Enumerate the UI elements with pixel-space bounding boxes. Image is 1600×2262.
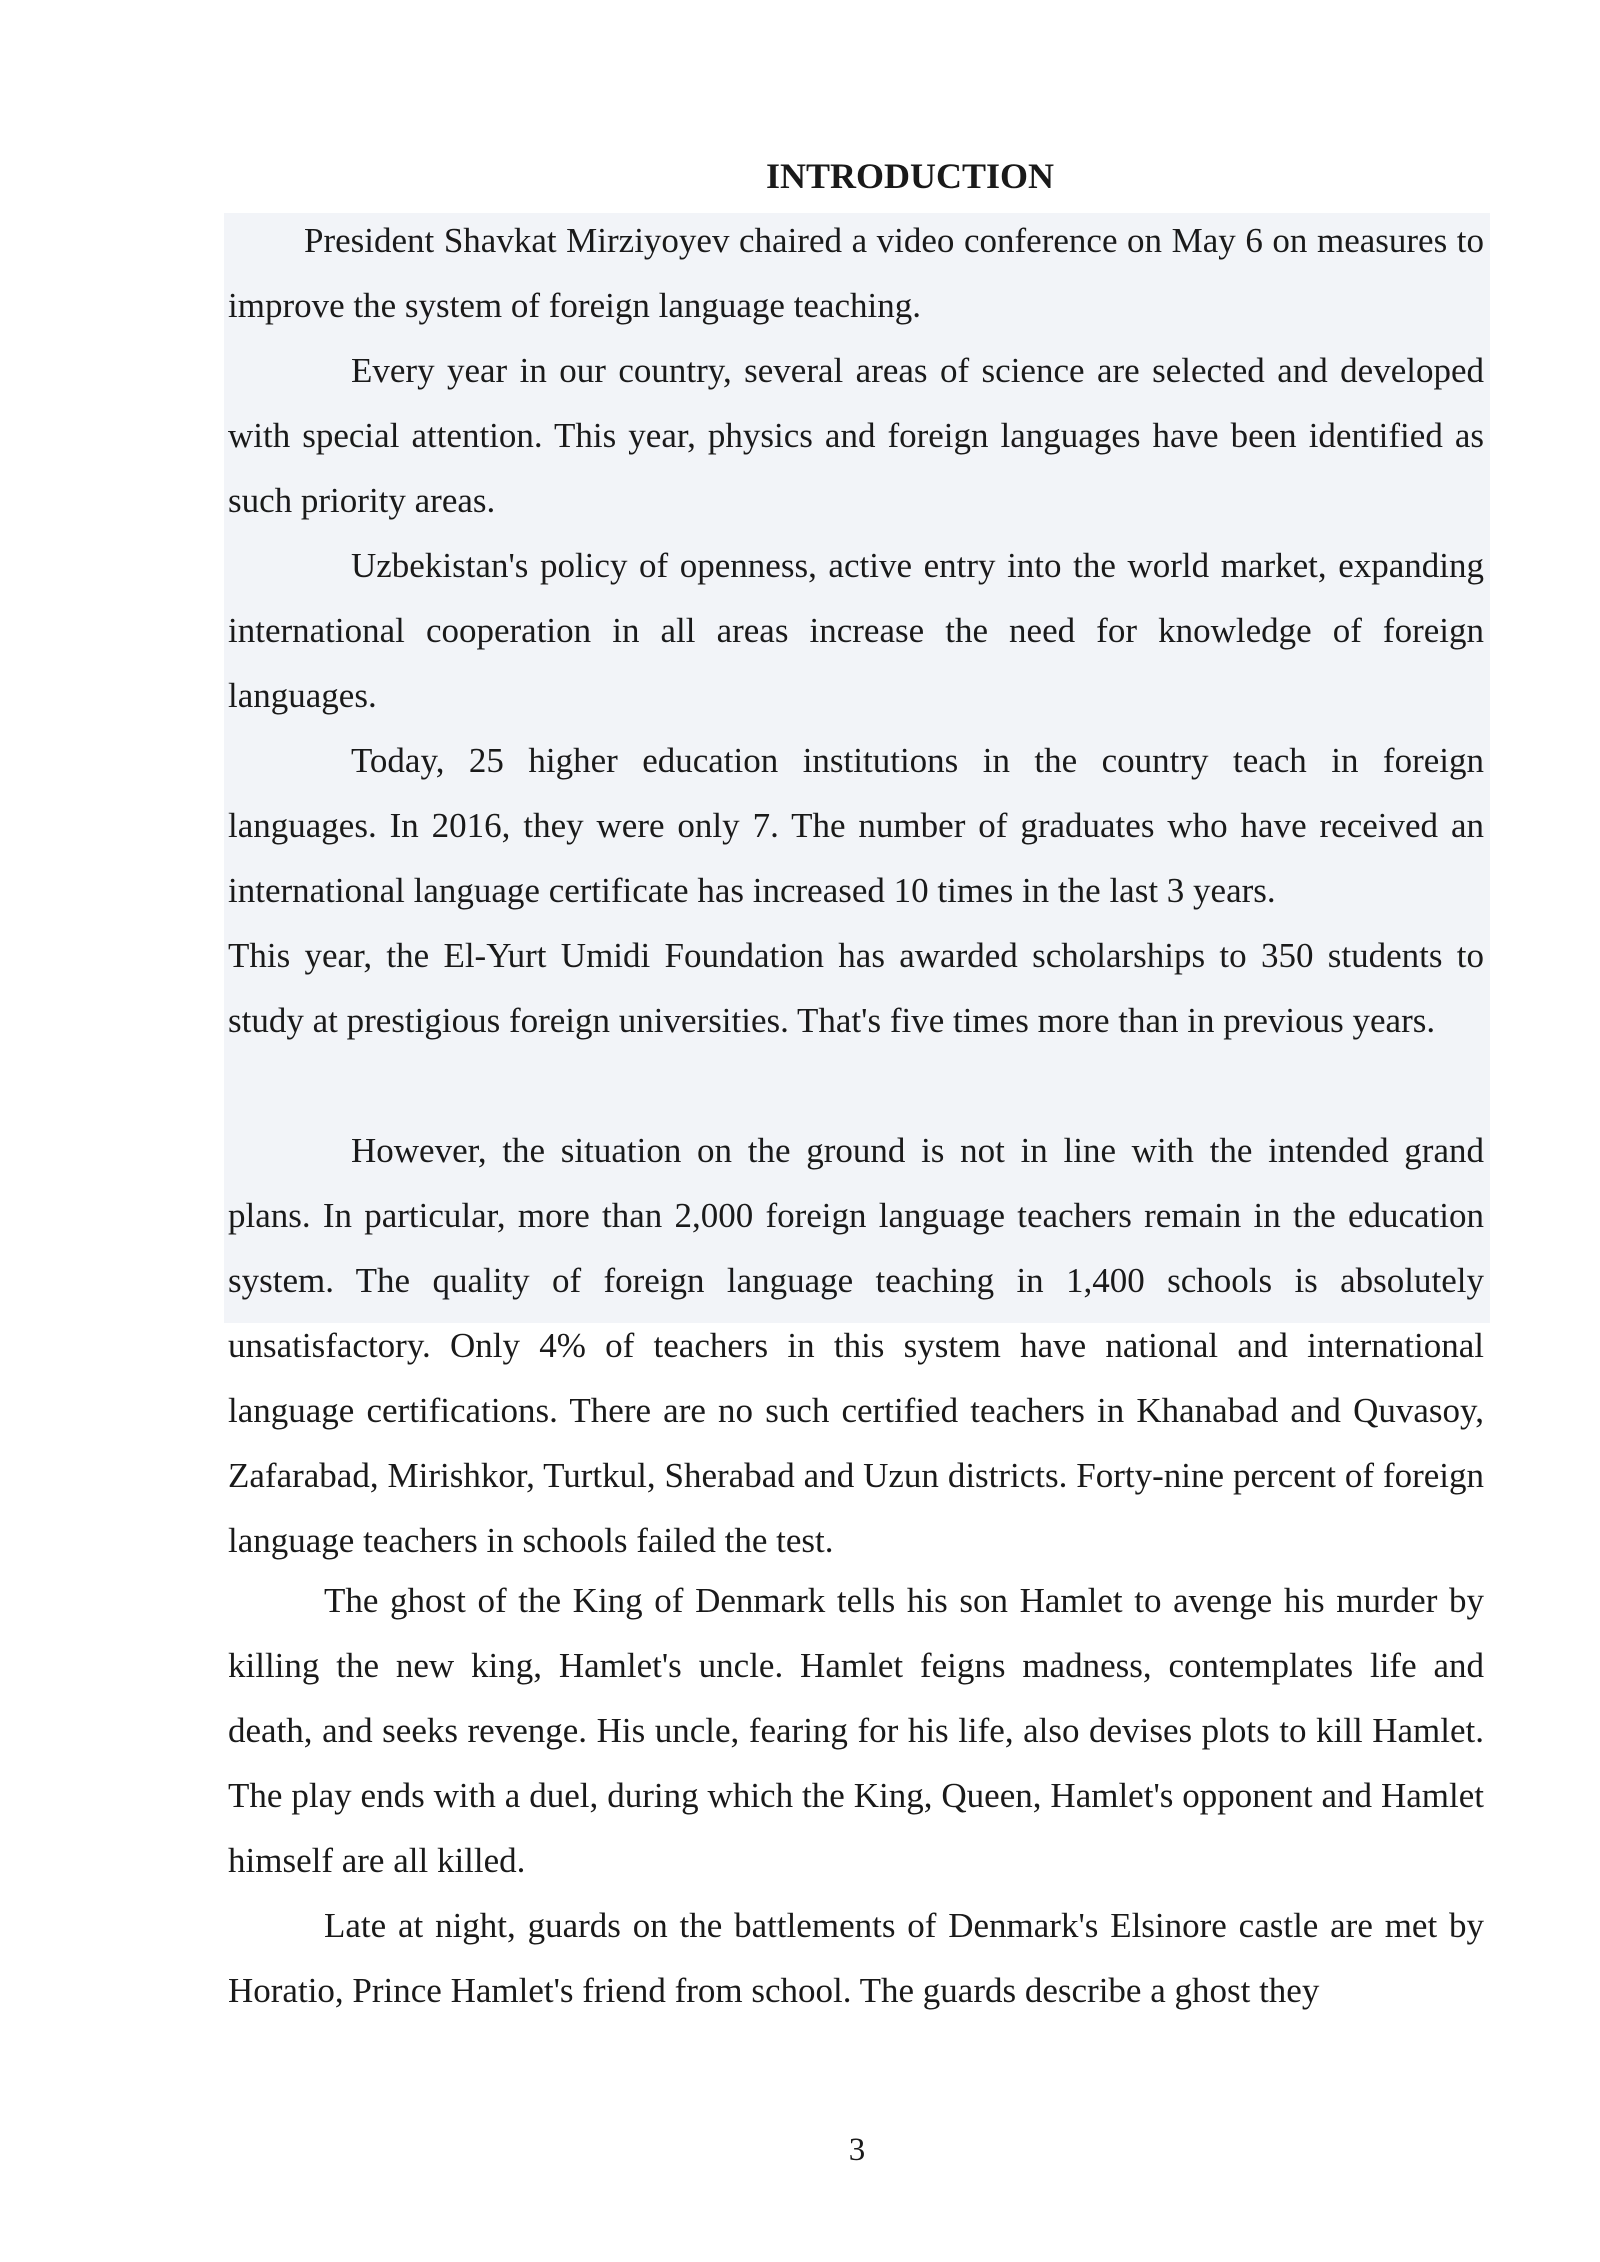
- paragraph-teacher-situation: [228, 1118, 1484, 1573]
- paragraph-text: President Shavkat Mirziyoyev chaired a video conference on May 6 on measures to improve the system of foreign language teaching.: [228, 221, 1484, 325]
- paragraph-hamlet-summary: [228, 1568, 1484, 1893]
- paragraph-conference: [228, 208, 1484, 338]
- paragraph-text: Uzbekistan's policy of openness, active entry into the world market, expanding international cooperation in all areas increase the need for knowledge of foreign languages.: [228, 546, 1484, 715]
- paragraph-text: Late at night, guards on the battlements of Denmark's Elsinore castle are met by Horatio, Prince Hamlet's friend from school. The guards describe a ghost they: [228, 1906, 1484, 2010]
- paragraph-text: This year, the El-Yurt Umidi Foundation has awarded scholarships to 350 students to study at prestigious foreign universities. That's five times more than in previous years.: [228, 936, 1484, 1040]
- paragraph-text: Every year in our country, several areas of science are selected and developed with special attention. This year, physics and foreign languages have been identified as such priority areas.: [228, 351, 1484, 520]
- paragraph-scholarships: [228, 923, 1484, 1053]
- paragraph-higher-education: [228, 728, 1484, 923]
- paragraph-hamlet-opening: [228, 1893, 1484, 2023]
- page-number: 3: [848, 2132, 866, 2168]
- paragraph-text: The ghost of the King of Denmark tells his son Hamlet to avenge his murder by killing the new king, Hamlet's uncle. Hamlet feigns madness, contemplates life and death, and seeks revenge. His uncle, fearing for his life, also devises plots to kill Hamlet. The play ends with a duel, during which the King, Queen, Hamlet's opponent and Hamlet himself are all killed.: [228, 1581, 1484, 1880]
- paragraph-priority-areas: [228, 338, 1484, 533]
- paragraph-openness-policy: [228, 533, 1484, 728]
- paragraph-text: However, the situation on the ground is not in line with the intended grand plans. In particular, more than 2,000 foreign language teachers remain in the education system. The quality of foreign language teaching in 1,400 schools is absolutely unsatisfactory. Only 4% of teachers in this system have national and international language certifications. There are no such certified teachers in Khanabad and Quvasoy, Zafarabad, Mirishkor, Turtkul, Sherabad and Uzun districts. Forty-nine percent of foreign language teachers in schools failed the test.: [228, 1131, 1484, 1560]
- page-title: INTRODUCTION: [765, 156, 1055, 196]
- paragraph-text: Today, 25 higher education institutions in the country teach in foreign languages. In 2016, they were only 7. The number of graduates who have received an international language certificate has increased 10 times in the last 3 years.: [228, 741, 1484, 910]
